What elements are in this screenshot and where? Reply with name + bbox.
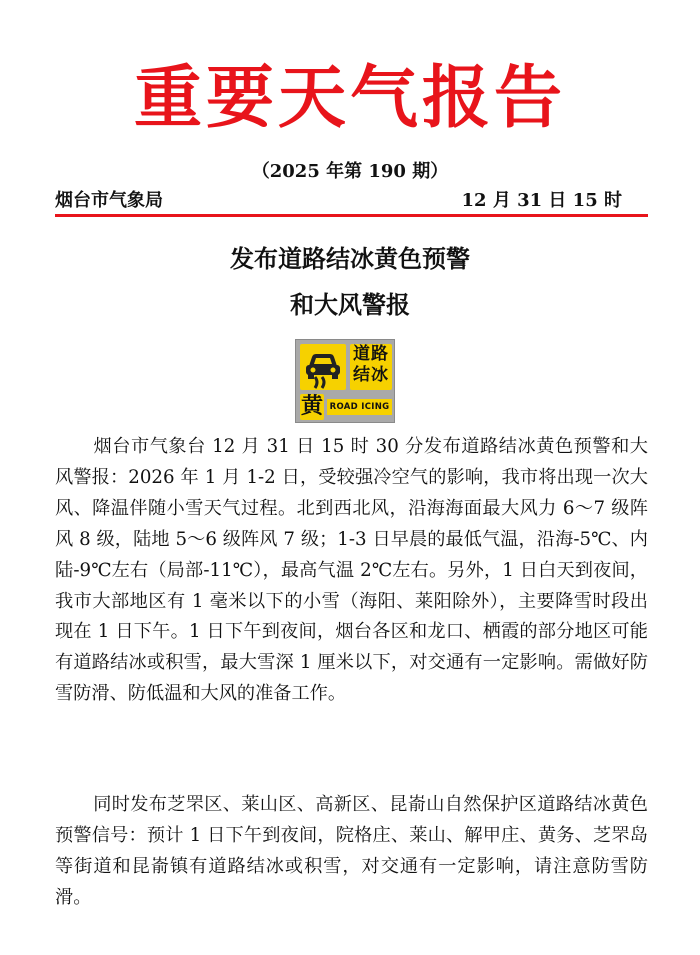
meta-row — [55, 189, 648, 213]
issue-date: 12 月 31 日 15 时 — [461, 190, 622, 211]
agency-name: 烟台市气象局 — [55, 190, 163, 211]
signal-label-cn: 道路结冰 — [350, 344, 392, 390]
body-paragraph-2 — [55, 790, 648, 914]
paragraph-2-text: 同时发布芝罘区、莱山区、高新区、昆嵛山自然保护区道路结冰黄色预警信号：预计 1 日下午到夜间，院格庄、莱山、解甲庄、黄务、芝罘岛等街道和昆嵛镇有道路结冰或积雪，对交通有一定影响，请注意防雪防滑。 — [55, 794, 648, 908]
body-paragraph-1 — [55, 432, 648, 710]
headline-line-1: 发布道路结冰黄色预警 — [230, 245, 470, 273]
headline-line-2: 和大风警报 — [290, 291, 410, 319]
signal-level: 黄 — [300, 394, 323, 419]
header-rule — [55, 214, 648, 217]
masthead-title: 重要天气报告 — [133, 58, 566, 138]
road-icing-yellow-signal — [295, 339, 395, 423]
issue-number: （2025 年第 190 期） — [251, 161, 449, 182]
road-icing-car-icon — [300, 344, 346, 390]
signal-label-en: ROAD ICING — [327, 399, 392, 415]
paragraph-1-text: 烟台市气象台 12 月 31 日 15 时 30 分发布道路结冰黄色预警和大风警报：2026 年 1 月 1-2 日，受较强冷空气的影响，我市将出现一次大风、降温伴随小雪天气过程。北到西北风，沿海海面最大风力 6～7 级阵风 8 级，陆地 5～6 级阵风 7 级；1-3 日早晨的最低气温，沿海-5℃、内陆-9℃左右（局部-11℃），最高气温 2℃左右。另外，1 日白天到夜间，我市大部地区有 1 毫米以下的小雪（海阳、莱阳除外），主要降雪时段出现在 1 日下午。1 日下午到夜间，烟台各区和龙口、栖霞的部分地区可能有道路结冰或积雪，最大雪深 1 厘米以下，对交通有一定影响。需做好防雪防滑、防低温和大风的准备工作。 — [55, 436, 648, 705]
